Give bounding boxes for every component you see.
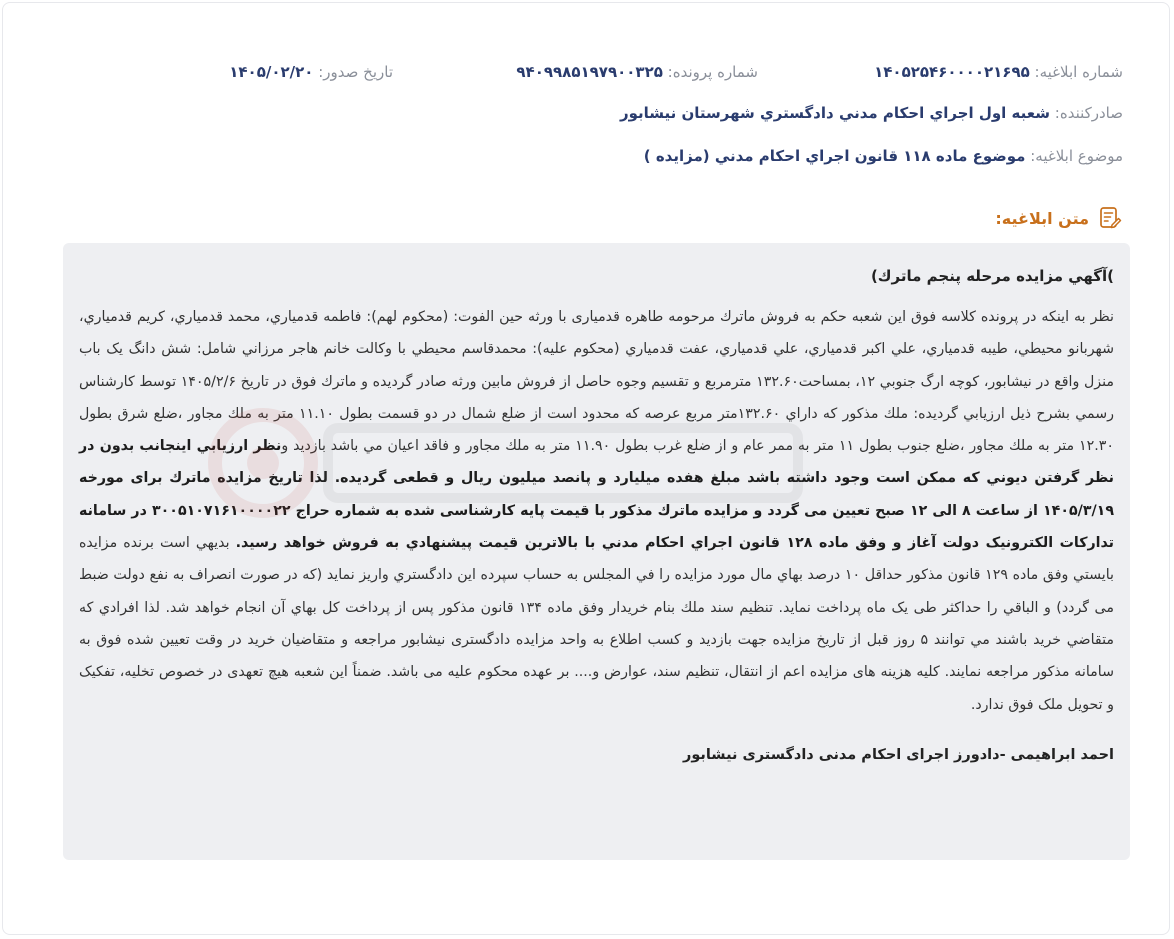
case-number-value: ۹۴۰۹۹۸۵۱۹۷۹۰۰۳۲۵ — [516, 63, 663, 81]
issuer-value: شعبه اول اجراي احكام مدني دادگستري شهرستان نيشابور — [619, 104, 1050, 122]
case-number-label: شماره پرونده: — [667, 63, 758, 81]
notice-paragraph-bold: نظر ارزيابي اينجانب بدون در نظر گرفتن ديوني كه ممكن است وجود داشته باشد مبلغ هفده ميليارد و پانصد ميليون ريال و قطعى گرديده. لذا تاريخ مزايده ماترك براى مورخه ۱۴۰۵/۳/۱۹ از ساعت ۸ الى ۱۲ صبح تعيين مى گردد و مزايده ماترك مذكور با قيمت پايه كارشناسى شده به شماره حراج ۳۰۰۵۱۰۷۱۶۱۰۰۰۰۲۲ در سامانه تداركات الكترونيک دولت آغاز و وفق ماده ۱۲۸ قانون اجراي احكام مدني با بالاترين قيمت پيشنهادي به فروش خواهد رسيد. — [79, 438, 1115, 552]
notice-meta-row — [63, 59, 1123, 85]
subject-value: موضوع ماده ۱۱۸ قانون اجراي احكام مدني (مزايده ) — [643, 147, 1026, 165]
notice-signature: احمد ابراهيمى -دادورز اجراى احكام مدنى دادگسترى نيشابور — [682, 746, 1114, 763]
notice-number-label: شماره ابلاغيه: — [1034, 63, 1123, 81]
issue-date-label: تاريخ صدور: — [318, 63, 393, 81]
document-edit-icon — [1097, 205, 1123, 231]
notice-number — [874, 59, 1123, 85]
subject-row — [63, 143, 1123, 169]
notice-text-title: متن ابلاغيه: — [995, 208, 1089, 228]
notice-text-box — [63, 243, 1130, 860]
notice-number-value: ۱۴۰۵۲۵۴۶۰۰۰۰۲۱۶۹۵ — [874, 63, 1030, 81]
issue-date-value: ۱۴۰۵/۰۲/۲۰ — [229, 63, 314, 81]
notice-card — [2, 2, 1170, 935]
notice-text-heading — [995, 203, 1123, 233]
case-number — [516, 59, 758, 85]
notice-paragraph-2: بديهي است برنده مزايده بايستي وفق ماده ۱۲۹ قانون مذكور حداقل ۱۰ درصد بهاي مال مورد مزايده را في المجلس به حساب سپرده اين دادگستري واريز نمايد (كه در صورت انصراف به نفع دولت ضبط مى گردد) و الباقي را حداكثر طى يک ماه پرداخت نمايد. تنظيم سند ملك بنام خريدار وفق ماده ۱۳۴ قانون مذكور پس از پرداخت كل بهاي آن انجام خواهد شد. لذا افرادي كه متقاضي خريد باشند مي توانند ۵ روز قبل از تاريخ مزايده جهت بازديد و كسب اطلاع به واحد مزايده دادگسترى نيشابور مراجعه و متقاضيان خريد در وقت تعيين شده فوق به سامانه مذكور مراجعه نمايند. كليه هزينه هاى مزايده اعم از انتقال، تنظيم سند، عوارض و.... بر عهده محكوم عليه مى باشد. ضمناً اين شعبه هيچ تعهدى در خصوص تخليه، تفكيک و تحويل ملک فوق ندارد. — [79, 535, 1114, 713]
notice-paragraph-1: نظر به اينكه در پرونده كلاسه فوق اين شعبه حكم به فروش ماترك مرحومه طاهره قدميارى با ورثه حين الفوت: (محكوم لهم): فاطمه قدمياري، محمد قدمياري، كريم قدمياري، شهربانو محيطي، طيبه قدمياري، علي اكبر قدمياري، علي قدمياري، عفت قدمياري (محكوم عليه): محمدقاسم محيطي با وكالت خانم هاجر مرزاني شامل: شش دانگ يک باب منزل واقع در نيشابور، كوچه ارگ جنوبي ۱۲، بمساحت۱۳۲.۶۰ مترمربع و تقسيم وجوه حاصل از فروش مابين ورثه صادر گرديده و ماترك فوق در تاريخ ۱۴۰۵/۲/۶ توسط كارشناس رسمي بشرح ذيل ارزيابي گرديده: ملك مذكور كه داراي ۱۳۲.۶۰متر مربع عرصه كه محدود است از ضلع شمال در دو قسمت بطول ۱۱.۱۰ متر به ملك مجاور ،ضلع شرق بطول ۱۲.۳۰ متر به ملك مجاور ،ضلع جنوب بطول ۱۱ متر به ممر عام و از ضلع غرب بطول ۱۱.۹۰ متر به ملك مجاور و فاقد اعيان مي باشد بازديد و — [79, 309, 1115, 455]
subject-label: موضوع ابلاغيه: — [1030, 147, 1123, 165]
issuer-row — [63, 100, 1123, 126]
issue-date — [229, 59, 393, 85]
notice-content-title: )آگهي مزايده مرحله پنجم ماترك) — [870, 267, 1114, 285]
notice-content-body — [79, 301, 1114, 721]
issuer-label: صادرکننده: — [1054, 104, 1123, 122]
